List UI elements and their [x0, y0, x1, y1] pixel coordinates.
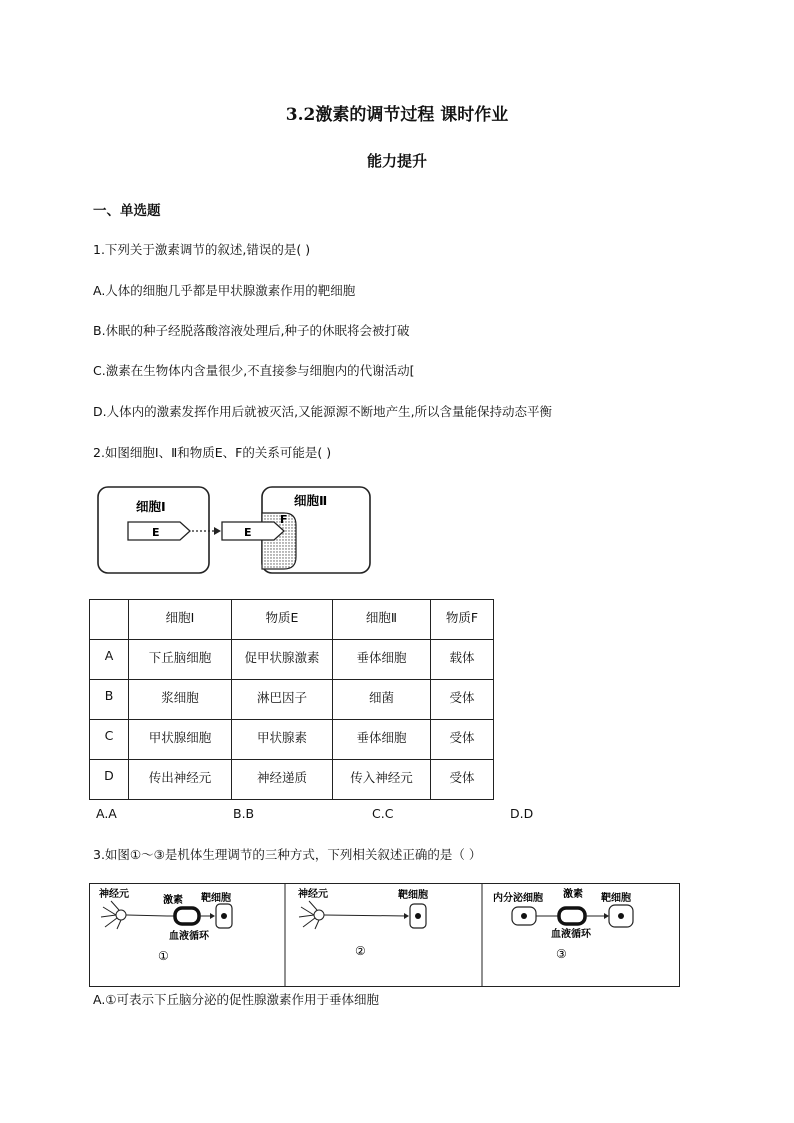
table-cell: 淋巴因子 [232, 680, 333, 720]
table-header-row [90, 600, 494, 640]
p1-blood-vessel [175, 908, 199, 924]
table-header-cell: 细胞Ⅱ [333, 600, 431, 640]
cell-1-label: 细胞Ⅰ [136, 499, 166, 514]
table-cell: 神经递质 [232, 760, 333, 800]
table-row [90, 760, 494, 800]
p2-target-label: 靶细胞 [398, 890, 428, 901]
table-header-cell: 细胞Ⅰ [129, 600, 232, 640]
table-cell: 细菌 [333, 680, 431, 720]
section-heading: 一、单选题 [93, 203, 161, 219]
p3-blood-vessel [559, 908, 585, 924]
q2-answer-d: D.D [510, 806, 534, 821]
table-cell: 受体 [431, 680, 494, 720]
p3-number: ③ [556, 947, 567, 961]
q3-regulation-diagram [89, 883, 681, 989]
q2-answer-a: A.A [96, 806, 117, 821]
table-row [90, 720, 494, 760]
q3-stem: 3.如图①～③是机体生理调节的三种方式，下列相关叙述正确的是（ ） [93, 847, 482, 862]
table-header-cell: 物质E [232, 600, 333, 640]
table-row [90, 680, 494, 720]
substance-f-label: F [280, 513, 288, 526]
q2-answer-b: B.B [233, 806, 255, 821]
q1-option-c: C.激素在生物体内含量很少,不直接参与细胞内的代谢活动[ [93, 363, 415, 378]
p1-blood-label: 血液循环 [169, 931, 209, 942]
arrow-head [214, 527, 221, 535]
substance-e-label-2: E [244, 526, 252, 539]
p3-endocrine-label: 内分泌细胞 [493, 893, 543, 904]
table-cell: 浆细胞 [129, 680, 232, 720]
p1-number: ① [158, 949, 169, 963]
table-cell: 垂体细胞 [333, 720, 431, 760]
table-cell: D [90, 760, 129, 800]
q2-answer-c: C.C [372, 806, 394, 821]
q2-stem: 2.如图细胞Ⅰ、Ⅱ和物质E、F的关系可能是( ) [93, 445, 332, 460]
q3-option-a: A.①可表示下丘脑分泌的促性腺激素作用于垂体细胞 [93, 992, 380, 1007]
q2-options-table [89, 599, 494, 800]
q1-option-b: B.休眠的种子经脱落酸溶液处理后,种子的休眠将会被打破 [93, 323, 410, 338]
p3-target-label: 靶细胞 [601, 893, 631, 904]
table-cell: C [90, 720, 129, 760]
table-header-cell: 物质F [431, 600, 494, 640]
table-cell: 甲状腺细胞 [129, 720, 232, 760]
table-cell: 受体 [431, 760, 494, 800]
p1-hormone-label: 激素 [163, 895, 183, 906]
p3-blood-label: 血液循环 [551, 929, 591, 940]
page-subtitle: 能力提升 [366, 152, 427, 170]
q2-cell-diagram [96, 485, 376, 577]
substance-e-shape-2 [222, 522, 284, 540]
table-row [90, 640, 494, 680]
p1-neuron-label: 神经元 [99, 889, 129, 900]
table-cell: 传出神经元 [129, 760, 232, 800]
cell-2-label: 细胞Ⅱ [294, 493, 328, 508]
q1-stem: 1.下列关于激素调节的叙述,错误的是( ) [93, 242, 311, 257]
table-cell: 垂体细胞 [333, 640, 431, 680]
p1-target-label: 靶细胞 [201, 893, 231, 904]
p2-number: ② [355, 944, 366, 958]
q1-option-a: A.人体的细胞几乎都是甲状腺激素作用的靶细胞 [93, 283, 356, 298]
table-cell: 受体 [431, 720, 494, 760]
table-cell: 传入神经元 [333, 760, 431, 800]
table-cell: B [90, 680, 129, 720]
table-cell: A [90, 640, 129, 680]
table-cell: 甲状腺素 [232, 720, 333, 760]
page-title: 3.2激素的调节过程 课时作业 [285, 105, 509, 125]
p2-neuron-label: 神经元 [298, 889, 328, 900]
p3-hormone-label: 激素 [563, 889, 583, 900]
table-cell: 下丘脑细胞 [129, 640, 232, 680]
table-cell: 载体 [431, 640, 494, 680]
q1-option-d: D.人体内的激素发挥作用后就被灭活,又能源源不断地产生,所以含量能保持动态平衡 [93, 404, 553, 419]
substance-e-label-1: E [152, 526, 160, 539]
table-header-cell [90, 600, 129, 640]
table-cell: 促甲状腺激素 [232, 640, 333, 680]
